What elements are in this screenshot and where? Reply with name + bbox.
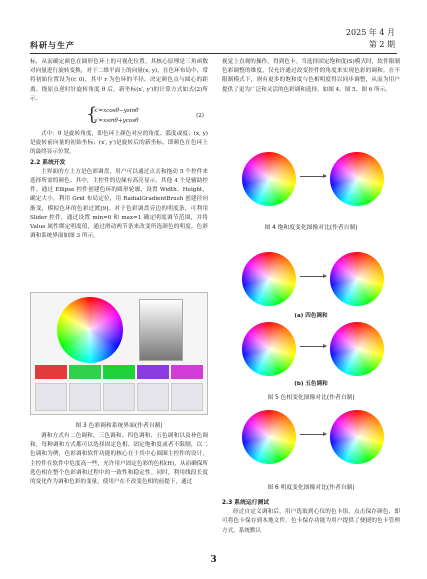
swatch [103,365,135,379]
brace-glyph: { [86,104,98,126]
paragraph: 标，从而确定颜色在圆形色环上的可视化位置。其核心原理是三角函数对向量进行旋转变换，对于二维平面上的向量(x, y)，在色环布局中，常将初始位置设为(r, 0)，其中 r 为色环的半径，决定颜色点与圆心的距离。绕原点逆时针旋转角度 θ 后，新坐标(x′, y′)的计算方式如式(2)所示。 [30,59,208,102]
figure-6-caption: 图 6 明度变化图像对比(作者自制) [267,485,355,491]
figure-5-caption: 图 5 色相变化图像对比(作者自制) [267,395,355,401]
control-panel [35,383,67,411]
color-swatch-row [35,365,203,379]
arrow-icon [300,434,326,435]
color-wheel-after [330,322,384,376]
equation-line-1: x′=xcosθ−ysinθ [94,108,139,115]
swatch [171,365,203,379]
color-wheel-before [242,252,296,306]
swatch [137,365,169,379]
right-column-lower [222,498,400,536]
control-panel [69,383,101,411]
color-wheel-image [57,297,123,363]
color-wheel-after [330,252,384,306]
figure-5a-label: (a) 四色调和 [294,313,328,319]
swatch [69,365,101,379]
paragraph: 式中：θ 是旋转角度，即色环上颜色对应的角度、弧度或度；(x, y)是旋转前向量的初始坐标；(x′, y′)是旋转后的新坐标，即颜色在色环上的最终显示位置。 [30,131,208,156]
brightness-slider-image [139,299,183,361]
color-wheel-after [330,152,384,206]
swatch [35,365,67,379]
paragraph: 经过自定义调和后，用户选取到心仪的色卡组，点击保存颜色，即可将色卡保存到本地文件。色卡保存功能为用户提供了便捷的色卡管理方式，系统默认 [222,509,400,534]
arrow-icon [300,346,326,347]
equation-2 [30,106,208,128]
paragraph: 视觉上直观的操作，得到色卡。当选择固定饱和度(S)模式时，软件限制色彩调整的维度，仅允许通过改变控件的角度来实现色彩的调和。在不限制模式下，则有更多的饱和度与色相明度得以同步调整，从而为用户提供了更为广泛和灵活的色彩调和选择，如图 4、图 5、图 6 所示。 [222,59,400,93]
header-meta [346,27,395,51]
color-wheel-before [242,410,296,464]
color-wheel-before [242,322,296,376]
left-column [30,58,208,241]
figure-5b-image [238,322,388,378]
figure-5b-label: (b) 五色调和 [294,381,328,387]
control-panel [171,383,203,411]
control-panel [137,383,169,411]
figure-3-screenshot [30,292,208,415]
issue-number: 第 2 期 [368,40,395,49]
equation-line-2: y′=xsinθ+ycosθ [94,118,139,125]
figure-4-caption: 图 4 饱和度变化图像对比(作者自制) [264,225,358,231]
left-column-lower [30,432,208,487]
right-column [222,58,400,95]
color-wheel-before [242,152,296,206]
figure-6-image [238,410,388,466]
control-panel [103,383,135,411]
arrow-icon [300,176,326,177]
equation-number: (2) [196,113,204,120]
paragraph: 调和方式有二色调和、三色调和、四色调和、五色调和以及补色调和，每种调和方式都可以选择固定色相、固定饱和度或者不限制，以二色调和为例，色彩调和软件功能的核心在于其中心圆圈主控件的设计，主控件在软件中危度高一些，允许用户固定色彩的色相(H)，从而确保所选色相在整个色彩调和过程中的一致性和稳定性。同时，利用线段长度的变化作为调和色彩的变量，使用户在不改变色相的前提下，通过 [30,433,208,486]
section-title: 2.2 系统开发 [30,159,66,166]
color-wheel-after [330,410,384,464]
paragraph: 主界面的左上方是色彩调盘，用户可以通过点击和拖动 5 个控件来选择所需的颜色。其中，主控件的边缘有高亮显示。其他 4 个是辅助控件。通过 Ellipse 控件创建色环的圆形轮廓，设置 Width、Height，确定大小，利用 Grid 布局定位，用 RadialGradientBrush 创建径向渐变，模拟色环的色彩过渡[9]。对于色彩调盘旁边的明度条，可利用 Slider 控件，通过设置 min=0 和 max=1 确定明度调节范围，并将 Value 属性绑定明度值，通过滑动两节条来改变所选颜色的明度。色彩调和系统界面如图 3 所示。 [30,168,208,240]
arrow-icon [300,276,326,277]
control-panels [35,383,203,411]
issue-date: 2025 年 4 月 [345,28,395,37]
header-rule [30,53,397,54]
page-number: 3 [210,555,217,565]
section-title: 2.3 系统运行测试 [222,500,270,506]
journal-name: 科研与生产 [30,40,75,50]
figure-5a-image [238,252,388,308]
figure-4-image [238,152,388,208]
figure-3-caption: 图 3 色彩调和系统界面(作者自制) [75,423,163,429]
